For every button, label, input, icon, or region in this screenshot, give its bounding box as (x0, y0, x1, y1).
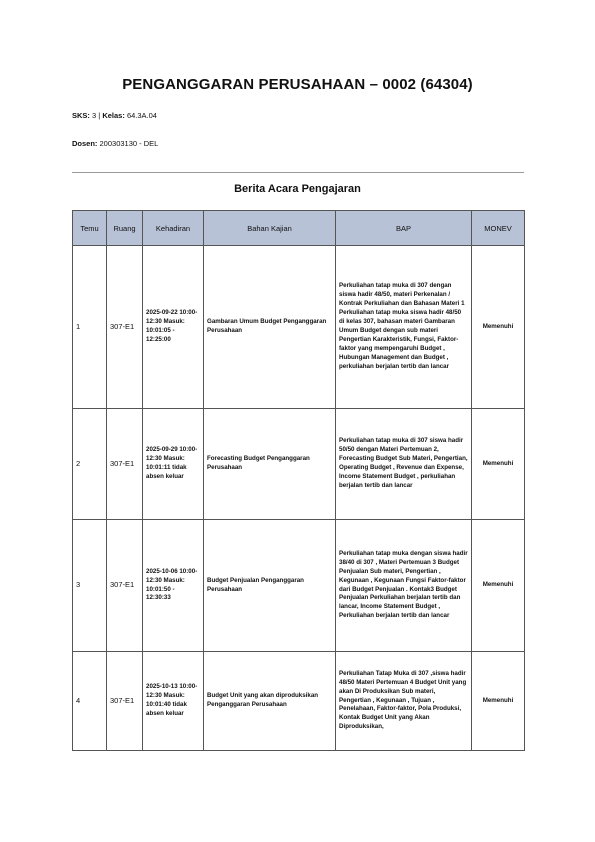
cell-kehadiran: 2025-10-06 10:00-12:30 Masuk: 10:01:50 - 12:30:33 (143, 520, 204, 652)
cell-temu: 3 (73, 520, 107, 652)
page-title: PENGANGGARAN PERUSAHAAN – 0002 (64304) (122, 76, 473, 93)
sks-value: 3 (92, 111, 97, 120)
cell-bahan-kajian: Forecasting Budget Penganggaran Perusahaan (204, 409, 336, 520)
meta-separator: | (98, 111, 101, 120)
cell-bap: Perkuliahan Tatap Muka di 307 ,siswa hadir 48/50 Materi Pertemuan 4 Budget Unit yang akan Di Produksikan Sub materi, Pengertian , Kegunaan , Tujuan , Penelahaan, Faktor-faktor, Pola Produksi, Kontak Budget Unit yang Akan Diproduksikan, (336, 652, 472, 751)
header-ruang: Ruang (107, 211, 143, 246)
table-row (73, 520, 525, 652)
teaching-report-table (72, 210, 525, 751)
cell-temu: 2 (73, 409, 107, 520)
section-title: Berita Acara Pengajaran (234, 183, 361, 195)
table-header-row (73, 211, 525, 246)
header-monev: MONEV (472, 211, 525, 246)
cell-ruang: 307-E1 (107, 246, 143, 409)
header-temu: Temu (73, 211, 107, 246)
header-bahan-kajian: Bahan Kajian (204, 211, 336, 246)
cell-bahan-kajian: Budget Unit yang akan diproduksikan Penganggaran Perusahaan (204, 652, 336, 751)
table-row (73, 409, 525, 520)
horizontal-divider (72, 172, 524, 173)
cell-temu: 4 (73, 652, 107, 751)
cell-monev: Memenuhi (472, 246, 525, 409)
kelas-value: 64.3A.04 (126, 111, 157, 120)
cell-bahan-kajian: Budget Penjualan Penganggaran Perusahaan (204, 520, 336, 652)
page-bottom-margin (0, 762, 595, 842)
cell-monev: Memenuhi (472, 652, 525, 751)
cell-ruang: 307-E1 (107, 409, 143, 520)
cell-bap: Perkuliahan tatap muka di 307 siswa hadir 50/50 dengan Materi Pertemuan 2, Forecasting Budget Sub Materi, Pengertian, Operating Budget , Revenue dan Expense, Income Statement Budget , perkuliahan berjalan tertib dan lancar (336, 409, 472, 520)
header-bap: BAP (336, 211, 472, 246)
cell-bahan-kajian: Gambaran Umum Budget Penganggaran Perusahaan (204, 246, 336, 409)
cell-monev: Memenuhi (472, 409, 525, 520)
cell-kehadiran: 2025-09-22 10:00-12:30 Masuk: 10:01:05 - 12:25:00 (143, 246, 204, 409)
cell-bap: Perkuliahan tatap muka dengan siswa hadir 38/40 di 307 , Materi Pertemuan 3 Budget Penjualan Sub materi, Pengertian , Kegunaan , Kegunaan Fungsi Faktor-faktor dari Budget Penjualan . Kontak3 Budget Penjualan Perkuliahan berjalan tertib dan lancar, Income Statement Budget , Perkuliahan berjalan tertib dan lancar (336, 520, 472, 652)
lecturer-meta-line (72, 139, 158, 148)
cell-kehadiran: 2025-09-29 10:00-12:30 Masuk: 10:01:11 tidak absen keluar (143, 409, 204, 520)
header-kehadiran: Kehadiran (143, 211, 204, 246)
dosen-label: Dosen: (72, 139, 98, 148)
cell-ruang: 307-E1 (107, 520, 143, 652)
kelas-label: Kelas: (102, 111, 125, 120)
dosen-value: 200303130 - DEL (99, 139, 159, 148)
sks-label: SKS: (72, 111, 90, 120)
table-row (73, 246, 525, 409)
cell-ruang: 307-E1 (107, 652, 143, 751)
cell-temu: 1 (73, 246, 107, 409)
table-row (73, 652, 525, 751)
cell-kehadiran: 2025-10-13 10:00-12:30 Masuk: 10:01:40 tidak absen keluar (143, 652, 204, 751)
cell-monev: Memenuhi (472, 520, 525, 652)
course-meta-line (72, 111, 157, 120)
cell-bap: Perkuliahan tatap muka di 307 dengan siswa hadir 48/50, materi Perkenalan / Kontrak Perkuliahan dan Bahasan Materi 1 Perkuliahan tatap muka siswa hadir 48/50 di kelas 307, bahasan materi Gambaran Umum Budget dengan sub materi Pengertian Karakteristik, Fungsi, Faktor-faktor yang mempengaruhi Budget , Hubungan Management dan Budget , perkuliahan berjalan tertib dan lancar (336, 246, 472, 409)
